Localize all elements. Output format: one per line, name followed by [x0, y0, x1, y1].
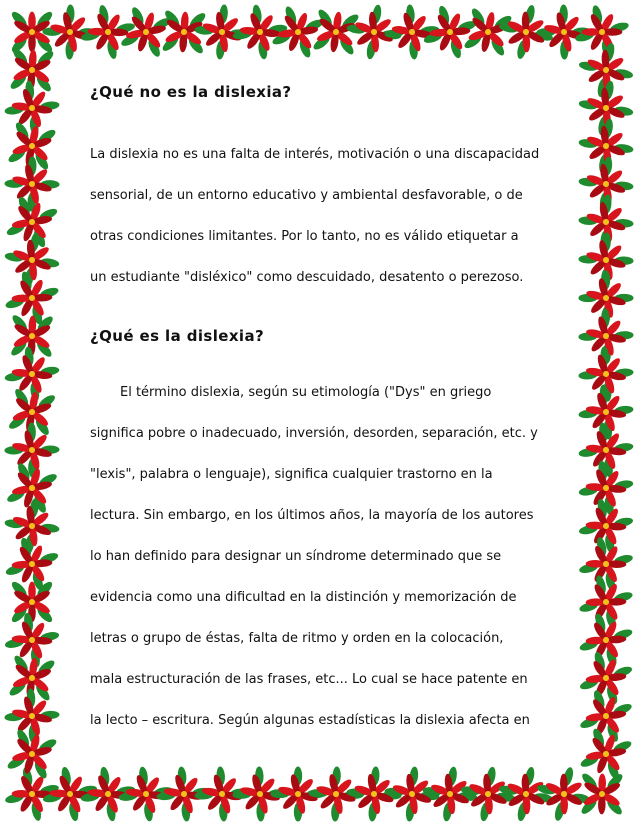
poinsettia-icon [576, 610, 636, 670]
poinsettia-icon [577, 687, 636, 746]
paragraph-2-line: la lecto – escritura. Según algunas estadísticas la dislexia afecta en [90, 713, 530, 728]
heading-what-dyslexia-is-not: ¿Qué no es la dislexia? [90, 83, 292, 101]
paragraph-2-line: letras o grupo de éstas, falta de ritmo y orden en la colocación, [90, 631, 504, 646]
paragraph-2-line: lo han definido para designar un síndrome determinado que se [90, 549, 502, 564]
poinsettia-icon [1, 229, 64, 292]
paragraph-2-line: lectura. Sin embargo, en los últimos años, la mayoría de los autores [90, 508, 534, 523]
paragraph-1-line: otras condiciones limitantes. Por lo tanto, no es válido etiquetar a [90, 229, 519, 244]
paragraph-2-line: "lexis", palabra o lenguaje), significa cualquier trastorno en la [90, 467, 493, 482]
heading-what-dyslexia-is: ¿Qué es la dislexia? [90, 327, 265, 345]
paragraph-1-line: un estudiante "disléxico" como descuidado, desatento o perezoso. [90, 270, 524, 285]
poinsettia-icon [10, 580, 55, 625]
paragraph-1-line: sensorial, de un entorno educativo y ambiental desfavorable, o de [90, 188, 523, 203]
paragraph-2-line: El término dislexia, según su etimología ("Dys" en griego [120, 385, 492, 400]
poinsettia-icon [0, 152, 63, 215]
paragraph-2-line: mala estructuración de las frases, etc... Lo cual se hace patente en [90, 672, 528, 687]
poinsettia-icon [576, 648, 636, 708]
paragraph-1-line: La dislexia no es una falta de interés, motivación o una discapacidad [90, 147, 540, 162]
poinsettia-icon [1, 77, 64, 140]
poinsettia-icon [1, 495, 64, 558]
paragraph-2-line: evidencia como una dificultad en la distinción y memorización de [90, 590, 517, 605]
paragraph-2-line: significa pobre o inadecuado, inversión, desorden, separación, etc. y [90, 426, 538, 441]
